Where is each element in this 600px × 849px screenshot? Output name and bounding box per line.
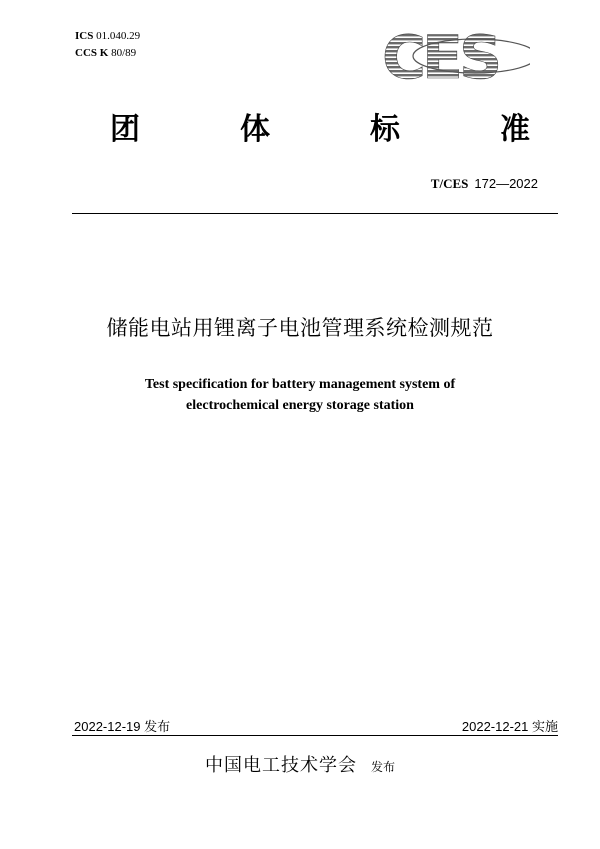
standard-number-value: 172—2022 [474,176,538,191]
ics-value: 01.040.29 [96,30,141,42]
publisher-suffix: 发布 [370,760,395,774]
title-english [0,374,600,416]
title-english-line2: electrochemical energy storage station [186,398,414,413]
standard-number [431,176,538,192]
ics-label: ICS [75,30,94,42]
standard-type-char: 标 [370,112,400,147]
ccs-code [75,45,140,62]
implementation-date: 2022-12-21 实施 [461,719,558,734]
standard-type-char: 准 [500,112,530,147]
publisher [0,751,600,777]
top-divider [72,213,558,214]
issue-date: 2022-12-19 发布 [74,719,171,734]
ccs-value: 80/89 [111,47,137,59]
svg-text:CES: CES [382,26,499,86]
standard-type [110,104,530,148]
standard-code: T/CES [430,176,469,191]
title-english-line1: Test specification for battery management system of [144,377,456,392]
ces-logo [380,26,530,86]
title-chinese: 储能电站用锂离子电池管理系统检测规范 [106,316,494,340]
publisher-name: 中国电工技术学会 [204,755,357,776]
standard-type-char: 团 [110,112,140,147]
standard-type-char: 体 [240,112,270,147]
ccs-label: CCS K [75,47,109,59]
ics-code [75,28,140,45]
bottom-divider [72,735,558,736]
classification-codes [75,28,140,62]
